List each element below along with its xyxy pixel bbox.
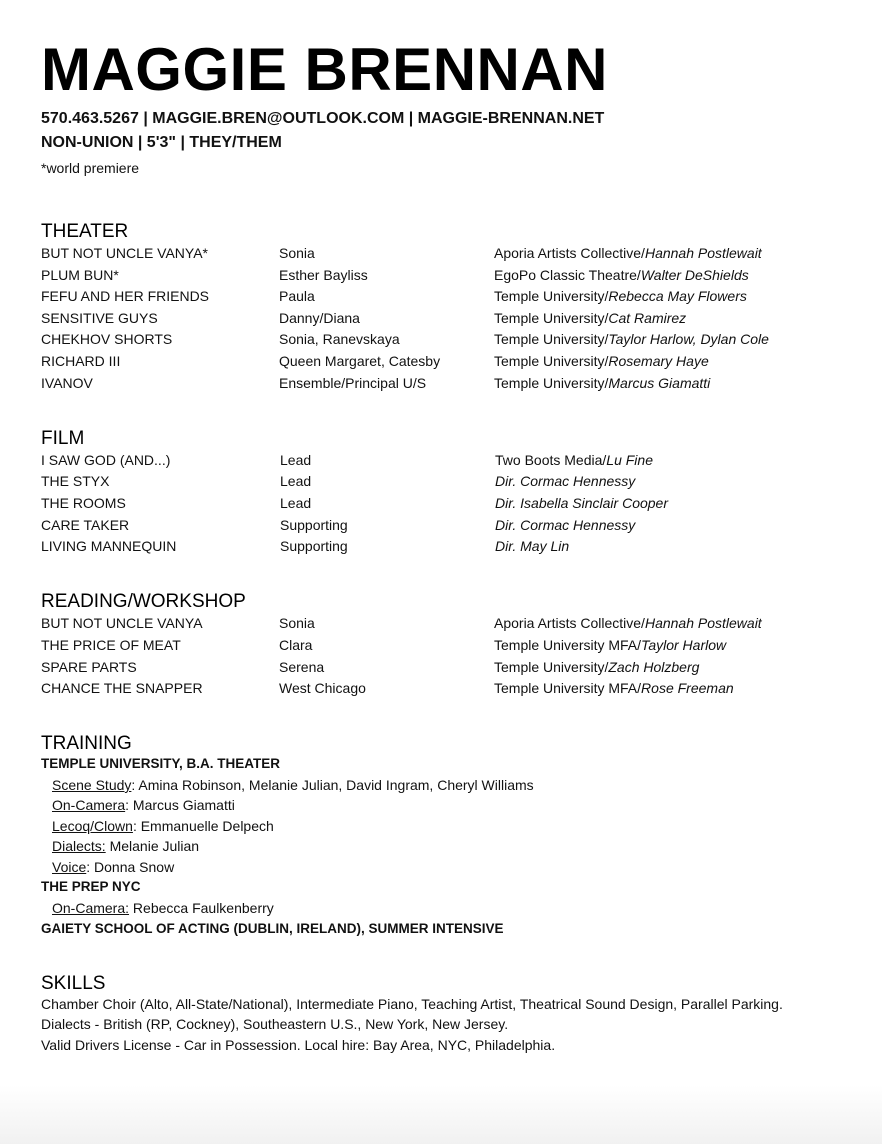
training-label: Lecoq/Clown xyxy=(52,818,133,834)
training-item xyxy=(52,898,274,918)
training-school: THE PREP NYC xyxy=(41,879,141,894)
training-label: On-Camera xyxy=(52,797,126,813)
credit-title: CARE TAKER xyxy=(41,517,130,533)
credit-director: Dir. Isabella Sinclair Cooper xyxy=(495,495,668,511)
credit-org: Aporia Artists Collective/ xyxy=(494,245,645,261)
credit-row xyxy=(41,450,841,471)
training-school: GAIETY SCHOOL OF ACTING (DUBLIN, IRELAND), SUMMER INTENSIVE xyxy=(41,921,504,936)
contact-line: 570.463.5267 | MAGGIE.BREN@OUTLOOK.COM | MAGGIE-BRENNAN.NET xyxy=(41,110,605,127)
skills-line: Valid Drivers License - Car in Possession. Local hire: Bay Area, NYC, Philadelphia. xyxy=(41,1037,556,1053)
credit-row xyxy=(41,493,841,514)
credit-title: THE ROOMS xyxy=(41,495,126,511)
credit-director: Walter DeShields xyxy=(640,267,749,283)
credit-org: Temple University/ xyxy=(494,659,609,675)
training-item xyxy=(52,857,174,877)
credit-role: Esther Bayliss xyxy=(279,267,368,283)
training-item xyxy=(52,816,274,836)
credit-row xyxy=(41,373,841,394)
credit-title: PLUM BUN* xyxy=(41,267,119,283)
credit-director: Taylor Harlow xyxy=(641,637,727,653)
credit-role: Sonia, Ranevskaya xyxy=(279,331,400,347)
credit-row xyxy=(41,515,841,536)
credit-title: CHANCE THE SNAPPER xyxy=(41,680,203,696)
training-item xyxy=(52,775,534,795)
credit-title: IVANOV xyxy=(41,375,93,391)
training-teachers: : Emmanuelle Delpech xyxy=(132,818,274,834)
credit-director: Cat Ramirez xyxy=(608,310,687,326)
credit-production xyxy=(494,286,747,306)
credit-role: Ensemble/Principal U/S xyxy=(279,375,427,391)
info-line: NON-UNION | 5'3" | THEY/THEM xyxy=(41,134,282,151)
credit-title: THE STYX xyxy=(41,473,110,489)
credit-title: FEFU AND HER FRIENDS xyxy=(41,288,210,304)
credit-role: Lead xyxy=(280,452,312,468)
training-teachers: : Donna Snow xyxy=(86,859,175,875)
credit-row xyxy=(41,635,841,656)
training-school: TEMPLE UNIVERSITY, B.A. THEATER xyxy=(41,756,281,771)
credit-row xyxy=(41,265,841,286)
credit-title: BUT NOT UNCLE VANYA xyxy=(41,615,203,631)
credit-title: SENSITIVE GUYS xyxy=(41,310,158,326)
credit-role: Supporting xyxy=(280,538,348,554)
premiere-note: *world premiere xyxy=(41,160,140,176)
credit-production xyxy=(495,536,569,556)
credit-org: EgoPo Classic Theatre/ xyxy=(494,267,641,283)
credit-org: Two Boots Media/ xyxy=(495,452,607,468)
skills-heading: SKILLS xyxy=(41,973,106,994)
credit-row xyxy=(41,286,841,307)
training-label: Voice xyxy=(52,859,87,875)
credit-production xyxy=(494,329,769,349)
training-teachers: : Marcus Giamatti xyxy=(125,797,235,813)
credit-org: Temple University MFA/ xyxy=(494,637,642,653)
credit-row xyxy=(41,308,841,329)
training-heading: TRAINING xyxy=(41,733,132,754)
training-label: On-Camera: xyxy=(52,900,130,916)
credit-director: Dir. May Lin xyxy=(495,538,570,554)
credit-title: THE PRICE OF MEAT xyxy=(41,637,181,653)
credit-production xyxy=(494,243,762,263)
credit-role: Clara xyxy=(279,637,313,653)
credit-title: CHEKHOV SHORTS xyxy=(41,331,173,347)
credit-title: BUT NOT UNCLE VANYA* xyxy=(41,245,209,261)
film-heading: FILM xyxy=(41,428,85,449)
credit-org: Temple University/ xyxy=(494,310,609,326)
credit-production xyxy=(494,265,749,285)
credit-director: Dir. Cormac Hennessy xyxy=(495,473,636,489)
training-teachers: : Amina Robinson, Melanie Julian, David Ingram, Cheryl Williams xyxy=(131,777,534,793)
credit-director: Zach Holzberg xyxy=(608,659,700,675)
credit-role: Sonia xyxy=(279,245,315,261)
skills-line: Dialects - British (RP, Cockney), Southeastern U.S., New York, New Jersey. xyxy=(41,1016,509,1032)
credit-org: Temple University/ xyxy=(494,353,609,369)
credit-row xyxy=(41,613,841,634)
credit-production xyxy=(495,515,635,535)
resume-name: MAGGIE BRENNAN xyxy=(41,36,609,103)
credit-director: Hannah Postlewait xyxy=(644,245,762,261)
training-teachers: Melanie Julian xyxy=(105,838,200,854)
credit-org: Temple University/ xyxy=(494,331,609,347)
credit-org: Temple University MFA/ xyxy=(494,680,642,696)
credit-role: West Chicago xyxy=(279,680,366,696)
training-teachers: Rebecca Faulkenberry xyxy=(129,900,274,916)
theater-heading: THEATER xyxy=(41,221,129,242)
credit-row xyxy=(41,678,841,699)
credit-director: Lu Fine xyxy=(606,452,653,468)
credit-production xyxy=(495,493,668,513)
credit-role: Queen Margaret, Catesby xyxy=(279,353,441,369)
credit-role: Lead xyxy=(280,495,312,511)
credit-production xyxy=(494,613,762,633)
credit-row xyxy=(41,471,841,492)
credit-production xyxy=(494,373,710,393)
credit-production xyxy=(494,657,699,677)
credit-role: Serena xyxy=(279,659,325,675)
skills-line: Chamber Choir (Alto, All-State/National), Intermediate Piano, Teaching Artist, Theatrical Sound Design, Parallel Parking. xyxy=(41,996,783,1012)
credit-title: I SAW GOD (AND...) xyxy=(41,452,171,468)
credit-role: Supporting xyxy=(280,517,348,533)
credit-director: Hannah Postlewait xyxy=(644,615,762,631)
reading-heading: READING/WORKSHOP xyxy=(41,591,246,612)
credit-org: Temple University/ xyxy=(494,288,609,304)
credit-title: RICHARD III xyxy=(41,353,121,369)
credit-production xyxy=(495,450,653,470)
credit-row xyxy=(41,243,841,264)
credit-role: Paula xyxy=(279,288,315,304)
training-label: Dialects: xyxy=(52,838,106,854)
credit-director: Dir. Cormac Hennessy xyxy=(495,517,636,533)
credit-title: LIVING MANNEQUIN xyxy=(41,538,177,554)
credit-org: Aporia Artists Collective/ xyxy=(494,615,645,631)
credit-row xyxy=(41,351,841,372)
credit-role: Danny/Diana xyxy=(279,310,360,326)
training-item xyxy=(52,795,235,815)
credit-director: Marcus Giamatti xyxy=(608,375,711,391)
credit-title: SPARE PARTS xyxy=(41,659,137,675)
credit-production xyxy=(494,678,734,698)
credit-row xyxy=(41,329,841,350)
credit-director: Rosemary Haye xyxy=(608,353,709,369)
credit-director: Rebecca May Flowers xyxy=(608,288,747,304)
credit-production xyxy=(494,635,726,655)
training-item xyxy=(52,836,199,856)
credit-org: Temple University/ xyxy=(494,375,609,391)
credit-row xyxy=(41,536,841,557)
credit-director: Rose Freeman xyxy=(641,680,734,696)
credit-role: Sonia xyxy=(279,615,315,631)
training-label: Scene Study xyxy=(52,777,132,793)
credit-row xyxy=(41,657,841,678)
credit-director: Taylor Harlow, Dylan Cole xyxy=(608,331,769,347)
credit-production xyxy=(494,351,709,371)
credit-production xyxy=(494,308,686,328)
credit-production xyxy=(495,471,635,491)
credit-role: Lead xyxy=(280,473,312,489)
